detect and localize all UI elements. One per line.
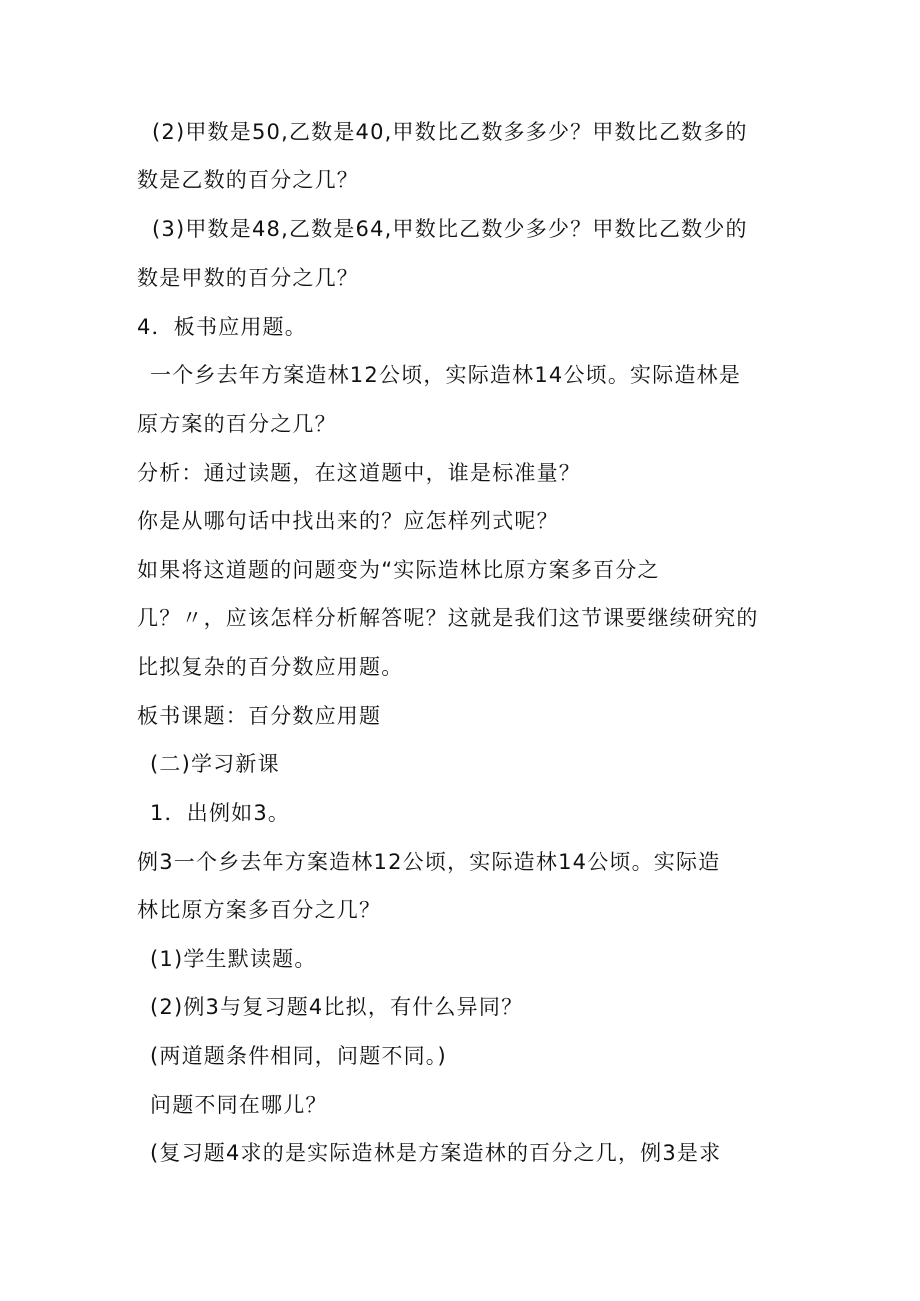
text-line-5: 4．板书应用题。 [137,315,307,339]
text-line-19: (2)例3与复习题4比拟，有什么异同？ [150,995,524,1019]
text-line-13: 板书课题：百分数应用题 [137,704,382,728]
text-line-12: 比拟复杂的百分数应用题。 [137,655,404,679]
text-line-18: (1)学生默读题。 [150,947,317,971]
text-line-9: 你是从哪句话中找出来的？应怎样列式呢？ [137,509,559,533]
text-line-22: (复习题4求的是实际造林是方案造林的百分之几，例3是求 [150,1141,722,1165]
text-line-1: (2)甲数是50,乙数是40,甲数比乙数多多少？甲数比乙数多的 [152,120,748,144]
text-line-11: 几？〃，应该怎样分析解答呢？这就是我们这节课要继续研究的 [137,606,759,630]
text-line-10: 如果将这道题的问题变为“实际造林比原方案多百分之 [137,558,660,582]
text-line-2: 数是乙数的百分之几？ [137,168,359,192]
text-line-4: 数是甲数的百分之几？ [137,266,359,290]
text-line-6: 一个乡去年方案造林12公顷，实际造林14公顷。实际造林是 [150,363,742,387]
text-line-15: 1．出例如3。 [150,801,291,825]
text-line-20: (两道题条件相同，问题不同。) [150,1044,447,1068]
text-line-3: (3)甲数是48,乙数是64,甲数比乙数少多少？甲数比乙数少的 [152,217,748,241]
text-line-7: 原方案的百分之几？ [137,412,337,436]
text-line-21: 问题不同在哪儿？ [150,1093,328,1117]
text-line-17: 林比原方案多百分之几？ [137,898,382,922]
section-heading: (二)学习新课 [150,752,280,776]
text-line-8: 分析：通过读题，在这道题中，谁是标准量？ [137,461,581,485]
text-line-16: 例3一个乡去年方案造林12公顷，实际造林14公顷。实际造 [137,850,721,874]
